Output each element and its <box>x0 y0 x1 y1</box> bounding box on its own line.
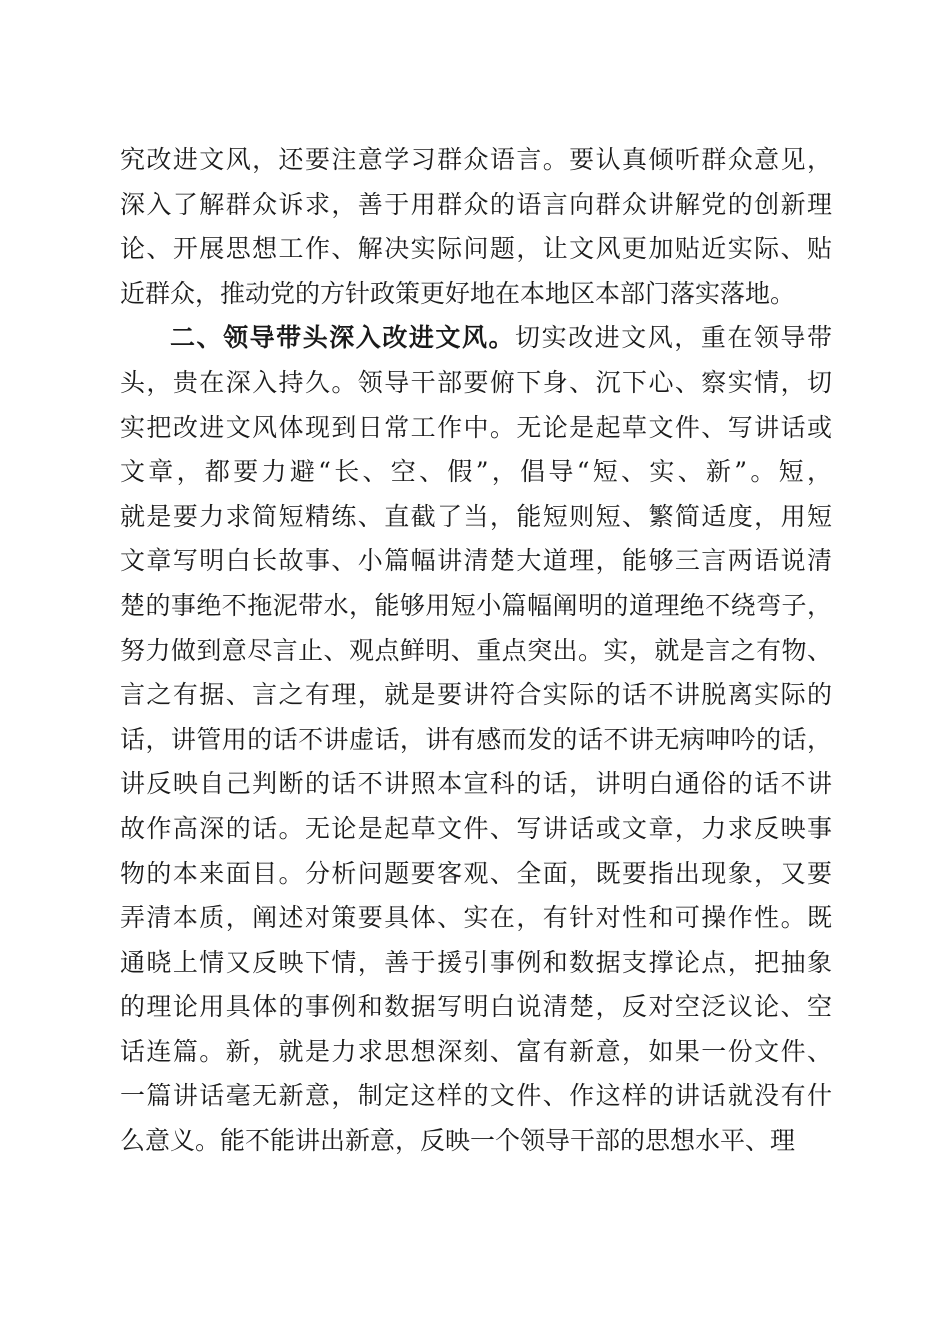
text-line <box>120 316 832 361</box>
text-line: 论、开展思想工作、解决实际问题，让文风更加贴近实际、贴 <box>120 234 832 264</box>
text-line: 楚的事绝不拖泥带水，能够用短小篇幅阐明的道理绝不绕弯子， <box>120 590 832 620</box>
text-line: 深入了解群众诉求，善于用群众的语言向群众讲解党的创新理 <box>120 189 832 219</box>
text-line: 文章，都要力避“长、空、假”，倡导“短、实、新”。短， <box>120 457 832 487</box>
text-line: 讲反映自己判断的话不讲照本宣科的话，讲明白通俗的话不讲 <box>120 769 832 799</box>
text-line: 故作高深的话。无论是起草文件、写讲话或文章，力求反映事 <box>120 813 832 843</box>
text-line: 弄清本质，阐述对策要具体、实在，有针对性和可操作性。既 <box>120 903 832 933</box>
text-line: 一篇讲话毫无新意，制定这样的文件、作这样的讲话就没有什 <box>120 1081 832 1111</box>
text-line: 物的本来面目。分析问题要客观、全面，既要指出现象，又要 <box>120 858 832 888</box>
section-heading: 二、领导带头深入改进文风。 <box>170 323 516 353</box>
text-line: 言之有据、言之有理，就是要讲符合实际的话不讲脱离实际的 <box>120 680 832 710</box>
paragraph <box>120 138 832 316</box>
text-line: 近群众，推动党的方针政策更好地在本地区本部门落实落地。 <box>120 278 796 308</box>
text-line: 头，贵在深入持久。领导干部要俯下身、沉下心、察实情，切 <box>120 367 832 397</box>
paragraph <box>120 316 832 1163</box>
text-line: 通晓上情又反映下情，善于援引事例和数据支撑论点，把抽象 <box>120 947 832 977</box>
text-line: 话，讲管用的话不讲虚话，讲有感而发的话不讲无病呻吟的话， <box>120 724 832 754</box>
text-line: 努力做到意尽言止、观点鲜明、重点突出。实，就是言之有物、 <box>120 635 832 665</box>
text-line: 话连篇。新，就是力求思想深刻、富有新意，如果一份文件、 <box>120 1036 832 1066</box>
text-line: 就是要力求简短精练、直截了当，能短则短、繁简适度，用短 <box>120 501 832 531</box>
document-body <box>120 138 832 1164</box>
text-line: 究改进文风，还要注意学习群众语言。要认真倾听群众意见， <box>120 145 832 174</box>
text-line: 么意义。能不能讲出新意，反映一个领导干部的思想水平、理 <box>120 1126 796 1156</box>
text-line: 的理论用具体的事例和数据写明白说清楚，反对空泛议论、空 <box>120 992 832 1022</box>
text-run: 切实改进文风，重在领导带 <box>515 323 832 353</box>
text-line: 实把改进文风体现到日常工作中。无论是起草文件、写讲话或 <box>120 412 832 442</box>
text-line: 文章写明白长故事、小篇幅讲清楚大道理，能够三言两语说清 <box>120 546 832 576</box>
